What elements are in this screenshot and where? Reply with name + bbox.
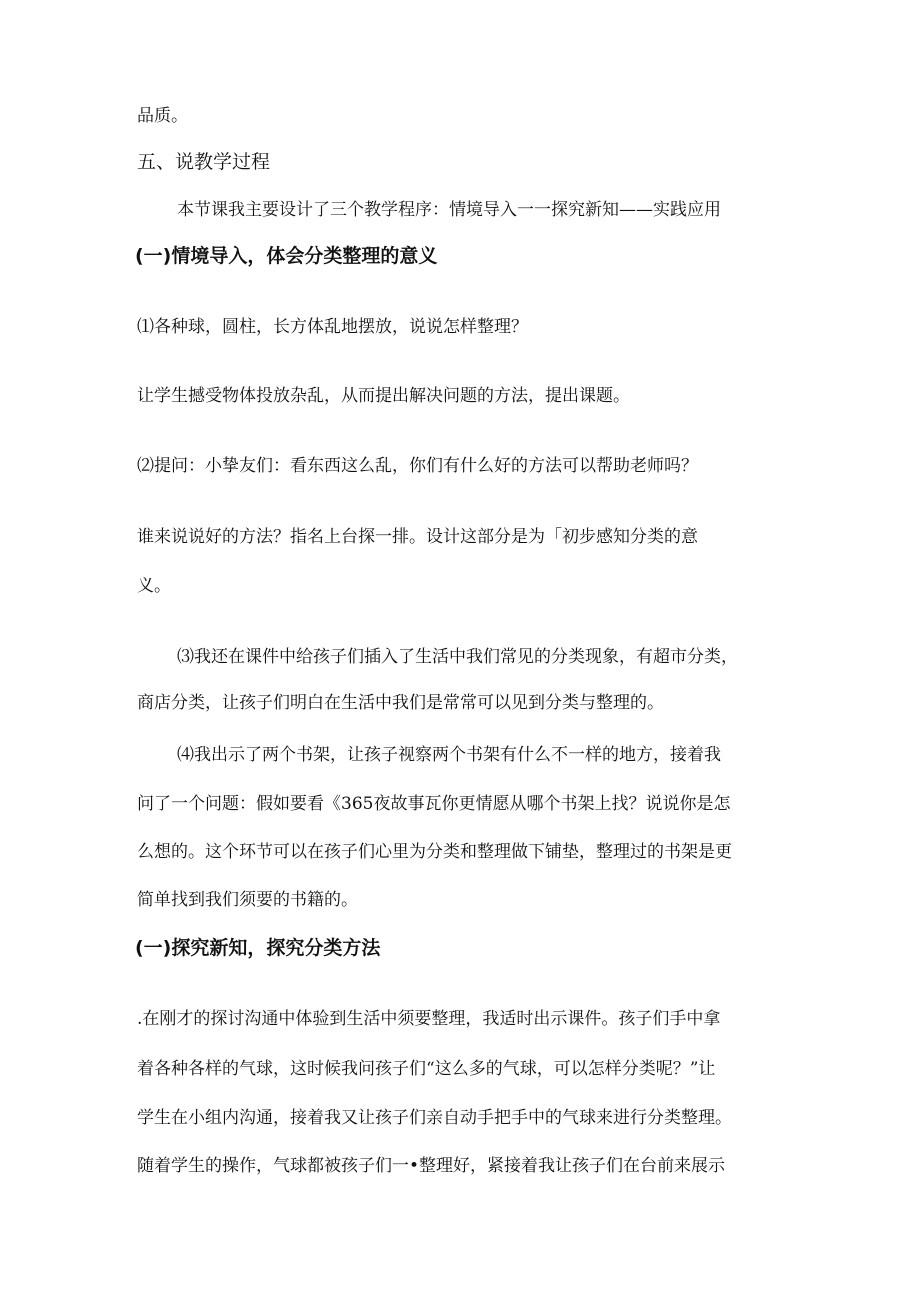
paragraph-line: 品质。	[137, 106, 188, 126]
paragraph-line: .在刚才的探讨沟通中体验到生活中须要整理，我适时出示课件。孩子们手中拿	[137, 1009, 721, 1029]
paragraph-line: 商店分类，让孩子们明白在生活中我们是常常可以见到分类与整理的。	[137, 693, 664, 713]
paragraph-line: 简单找到我们须要的书籍的。	[137, 890, 358, 910]
section-heading: 五、说教学过程	[137, 151, 271, 173]
paragraph-line: 着各种各样的气球，这时候我问孩子们“这么多的气球，可以怎样分类呢？”让	[137, 1059, 716, 1079]
subsection-heading: (一)探究新知，探究分类方法	[135, 937, 381, 959]
paragraph-line: 问了一个问题：假如要看《365夜故事瓦你更情愿从哪个书架上找？说说你是怎	[137, 794, 731, 814]
paragraph-line: 么想的。这个环节可以在孩子们心里为分类和整理做下铺垫，整理过的书架是更	[137, 842, 732, 862]
paragraph-line: 让学生撼受物体投放杂乱，从而提出解决问题的方法，提出课题。	[137, 386, 630, 406]
paragraph-line: 义。	[137, 576, 171, 596]
paragraph-line: 本节课我主要设计了三个教学程序：情境导入一一探究新知——实践应用	[177, 200, 721, 220]
paragraph-line: 随着学生的操作，气球都被孩子们一•整理好，紧接着我让孩子们在台前来展示	[137, 1156, 726, 1176]
paragraph-line: ⑵提问：小挚友们：看东西这么乱，你们有什么好的方法可以帮助老师吗？	[137, 456, 698, 476]
paragraph-line: ⑷我出示了两个书架，让孩子视察两个书架有什么不一样的地方，接着我	[177, 745, 721, 765]
paragraph-line: 学生在小组内沟通，接着我又让孩子们亲自动手把手中的气球来进行分类整理。	[137, 1108, 732, 1128]
paragraph-line: ⑴各种球，圆柱，长方体乱地摆放，说说怎样整理？	[137, 317, 528, 337]
paragraph-line: 谁来说说好的方法？指名上台探一排。设计这部分是为「初步感知分类的意	[137, 527, 698, 547]
paragraph-line: ⑶我还在课件中给孩子们插入了生活中我们常见的分类现象，有超市分类，	[177, 647, 738, 667]
subsection-heading: (一)情境导入，体会分类整理的意义	[135, 245, 438, 267]
